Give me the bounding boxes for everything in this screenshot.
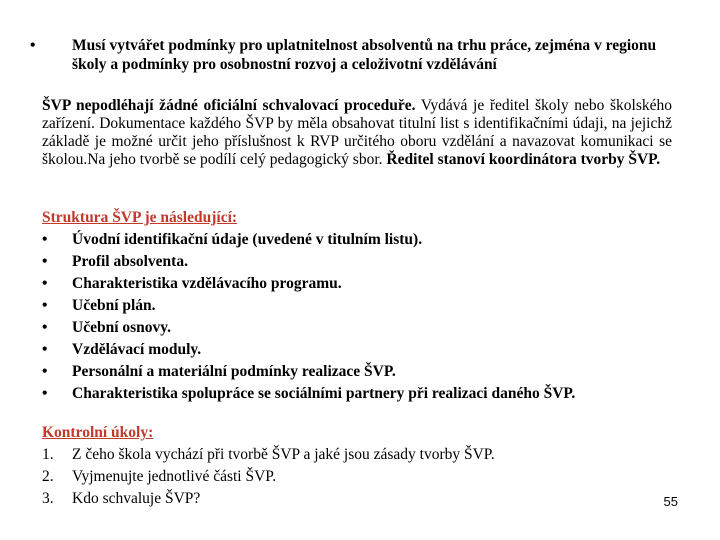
bullet-marker: •: [30, 37, 36, 54]
structure-item-text: Úvodní identifikační údaje (uvedené v titulním listu).: [72, 231, 423, 248]
intro-bullet-text: Musí vytvářet podmínky pro uplatnitelnost absolventů na trhu práce, zejména v regionu školy a podmínky pro osobnostní rozvoj a celoživotní vzdělávání: [72, 37, 657, 73]
structure-item-text: Personální a materiální podmínky realizace ŠVP.: [72, 363, 396, 380]
structure-item-text: Charakteristika vzdělávacího programu.: [72, 275, 342, 292]
structure-section: [42, 207, 682, 405]
paragraph-bold-start: ŠVP nepodléhají žádné oficiální schvalovací proceduře.: [42, 97, 416, 114]
bullet-marker: •: [42, 253, 48, 270]
control-item-text: Kdo schvaluje ŠVP?: [72, 490, 201, 507]
bullet-marker: •: [42, 319, 48, 336]
control-item: [42, 488, 682, 510]
structure-item: [42, 383, 682, 405]
structure-list: [42, 229, 682, 405]
bullet-marker: •: [42, 363, 48, 380]
control-item: [42, 466, 682, 488]
control-item-text: Z čeho škola vychází při tvorbě ŠVP a jaké jsou zásady tvorby ŠVP.: [72, 446, 495, 463]
item-number: 3.: [42, 490, 54, 507]
bullet-marker: •: [42, 385, 48, 402]
item-number: 2.: [42, 468, 54, 485]
structure-item-text: Charakteristika spolupráce se sociálními partnery při realizaci daného ŠVP.: [72, 385, 576, 402]
structure-item-text: Učební plán.: [72, 297, 156, 314]
bullet-marker: •: [42, 341, 48, 358]
structure-item: [42, 361, 682, 383]
paragraph-bold-end: Ředitel stanoví koordinátora tvorby ŠVP.: [386, 151, 661, 168]
structure-item: [42, 251, 682, 273]
structure-item: [42, 339, 682, 361]
bullet-marker: •: [42, 275, 48, 292]
structure-item: [42, 295, 682, 317]
paragraph-body: Vydává je ředitel školy nebo školského zařízení. Dokumentace každého ŠVP by měla obsahovat titulní list s identifikačními údaji, na jejichž základě je možné určit jeho příslušnost k RVP určitého oboru vzdělání a navazovat komunikaci se školou.Na jeho tvorbě se podílí celý pedagogický sbor.: [42, 97, 672, 168]
control-heading: Kontrolní úkoly:: [42, 424, 154, 441]
page-number: 55: [663, 494, 678, 509]
structure-item: [42, 317, 682, 339]
control-list: [42, 444, 682, 510]
structure-item-text: Vzdělávací moduly.: [72, 341, 202, 358]
svp-paragraph: [42, 97, 672, 169]
control-item: [42, 444, 682, 466]
control-section: [42, 422, 682, 510]
bullet-marker: •: [42, 231, 48, 248]
intro-bullet: [30, 36, 680, 74]
structure-item: [42, 273, 682, 295]
item-number: 1.: [42, 446, 54, 463]
structure-item-text: Profil absolventa.: [72, 253, 188, 270]
structure-item: [42, 229, 682, 251]
structure-item-text: Učební osnovy.: [72, 319, 172, 336]
structure-heading: Struktura ŠVP je následující:: [42, 209, 238, 226]
bullet-marker: •: [42, 297, 48, 314]
control-item-text: Vyjmenujte jednotlivé části ŠVP.: [72, 468, 277, 485]
